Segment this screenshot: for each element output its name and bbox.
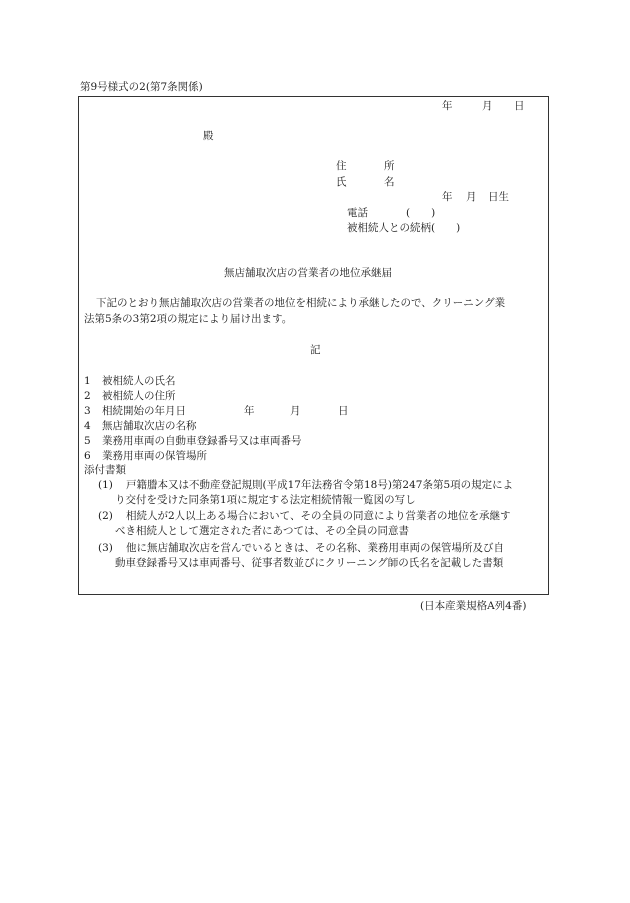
item-label: 被相続人の氏名	[102, 375, 176, 387]
attachment-number: (1)	[98, 479, 113, 491]
form-number: 第9号様式の2(第7条関係)	[80, 81, 203, 93]
item-label: 被相続人の住所	[102, 390, 176, 402]
item-label: 業務用車両の保管場所	[102, 450, 207, 462]
body-line-2: 法第5条の3第2項の規定により届け出ます。	[84, 313, 293, 325]
name-label-part2: 名	[384, 176, 395, 188]
inheritance-month: 月	[290, 405, 301, 417]
inheritance-day: 日	[338, 405, 349, 417]
form-title: 無店舗取次店の営業者の地位承継届	[224, 267, 392, 279]
form-frame	[78, 96, 549, 595]
phone-label: 電話	[347, 207, 368, 219]
attachment-line: 相続人が2人以上ある場合において、その全員の同意により営業者の地位を承継す	[126, 510, 511, 522]
attachment-number: (3)	[98, 542, 113, 554]
item-number: 4	[84, 420, 91, 432]
item-number: 1	[84, 375, 91, 387]
inheritance-year: 年	[244, 405, 255, 417]
ki-heading: 記	[310, 344, 321, 356]
phone-parens: ( )	[406, 207, 436, 219]
address-label-part2: 所	[384, 160, 395, 172]
relationship-label: 被相続人との続柄( )	[347, 222, 461, 234]
birth-year: 年	[442, 191, 453, 203]
attachment-line: べき相続人として選定された者にあつては、その全員の同意書	[115, 525, 409, 537]
birth-month: 月	[466, 191, 477, 203]
body-line-1: 下記のとおり無店舗取次店の営業者の地位を相続により承継したので、クリーニング業	[96, 297, 506, 309]
item-number: 6	[84, 450, 91, 462]
attachment-line: 動車登録番号又は車両番号、従事者数並びにクリーニング師の氏名を記載した書類	[115, 557, 504, 569]
date-month: 月	[482, 100, 493, 112]
attachments-heading: 添付書類	[84, 464, 126, 476]
item-label: 無店舗取次店の名称	[102, 420, 197, 432]
attachment-line: 他に無店舗取次店を営んでいるときは、その名称、業務用車両の保管場所及び自	[126, 542, 504, 554]
name-label-part1: 氏	[336, 176, 347, 188]
item-number: 3	[84, 405, 91, 417]
date-day: 日	[514, 100, 525, 112]
item-number: 5	[84, 435, 91, 447]
date-year: 年	[442, 100, 453, 112]
attachment-line: り交付を受けた同条第1項に規定する法定相続情報一覧図の写し	[115, 494, 416, 506]
addressee-honorific: 殿	[203, 130, 214, 142]
item-label: 業務用車両の自動車登録番号又は車両番号	[102, 435, 302, 447]
address-label-part1: 住	[336, 160, 347, 172]
birth-day: 日生	[488, 191, 509, 203]
item-number: 2	[84, 390, 91, 402]
attachment-number: (2)	[98, 510, 113, 522]
item-label: 相続開始の年月日	[102, 405, 186, 417]
attachment-line: 戸籍謄本又は不動産登記規則(平成17年法務省令第18号)第247条第5項の規定によ	[126, 479, 514, 491]
paper-size-note: (日本産業規格A列4番)	[420, 600, 527, 612]
